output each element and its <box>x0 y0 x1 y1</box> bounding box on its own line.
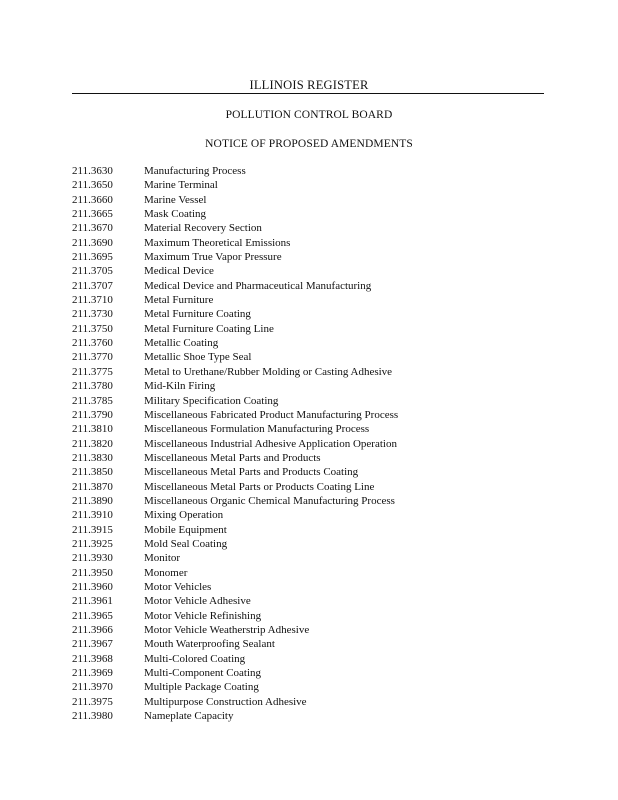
definition-term: Metallic Coating <box>144 337 219 350</box>
section-number: 211.3950 <box>72 566 113 579</box>
definition-term: Metal to Urethane/Rubber Molding or Casting Adhesive <box>144 365 393 378</box>
definition-row <box>72 422 532 436</box>
section-number: 211.3930 <box>72 552 113 565</box>
definition-term: Mold Seal Coating <box>144 537 228 550</box>
definition-row <box>72 508 532 522</box>
definition-row <box>72 221 532 235</box>
definition-term: Mask Coating <box>144 208 207 221</box>
section-number: 211.3670 <box>72 222 113 235</box>
definition-term: Multi-Component Coating <box>144 667 262 680</box>
definition-row <box>72 551 532 565</box>
definition-term: Mixing Operation <box>144 509 224 522</box>
definition-term: Mouth Waterproofing Sealant <box>144 638 275 651</box>
definition-row <box>72 164 532 178</box>
section-number: 211.3820 <box>72 437 113 450</box>
definition-term: Miscellaneous Metal Parts or Products Coating Line <box>144 480 375 493</box>
definition-term: Miscellaneous Organic Chemical Manufacturing Process <box>144 494 395 507</box>
definition-term: Marine Vessel <box>144 193 207 206</box>
section-number: 211.3665 <box>72 208 113 221</box>
definition-term: Metal Furniture Coating Line <box>144 322 274 335</box>
definition-term: Manufacturing Process <box>144 165 246 177</box>
section-number: 211.3850 <box>72 466 113 479</box>
definition-row <box>72 523 532 537</box>
definition-term: Maximum True Vapor Pressure <box>144 251 282 264</box>
section-number: 211.3790 <box>72 408 113 421</box>
definition-row <box>72 408 532 422</box>
definition-row <box>72 336 532 350</box>
definition-row <box>72 451 532 465</box>
definition-row <box>72 637 532 651</box>
definition-term: Motor Vehicle Adhesive <box>144 595 251 608</box>
definition-term: Medical Device <box>144 265 214 278</box>
definition-term: Marine Terminal <box>144 179 218 192</box>
definition-term: Motor Vehicle Weatherstrip Adhesive <box>144 624 310 636</box>
definition-row <box>72 207 532 221</box>
definition-row <box>72 293 532 307</box>
section-number: 211.3890 <box>72 494 113 507</box>
definition-row <box>72 666 532 680</box>
definition-row <box>72 264 532 278</box>
definition-row <box>72 609 532 623</box>
definition-row <box>72 250 532 264</box>
section-number: 211.3960 <box>72 580 113 593</box>
register-title: ILLINOIS REGISTER <box>249 78 369 92</box>
header-rule <box>72 93 544 94</box>
section-number: 211.3780 <box>72 380 113 393</box>
section-number: 211.3760 <box>72 337 113 350</box>
definition-row <box>72 394 532 408</box>
section-number: 211.3707 <box>72 279 113 292</box>
definition-row <box>72 709 532 723</box>
definition-term: Maximum Theoretical Emissions <box>144 236 291 249</box>
definition-row <box>72 365 532 379</box>
section-number: 211.3785 <box>72 394 113 407</box>
section-number: 211.3968 <box>72 652 113 665</box>
definition-row <box>72 695 532 709</box>
definition-term: Material Recovery Section <box>144 222 262 235</box>
definition-row <box>72 680 532 694</box>
section-number: 211.3705 <box>72 265 113 278</box>
definition-row <box>72 236 532 250</box>
definition-row <box>72 480 532 494</box>
section-number: 211.3975 <box>72 695 113 708</box>
definition-row <box>72 465 532 479</box>
definition-term: Nameplate Capacity <box>144 710 234 723</box>
definitions-list <box>72 164 532 723</box>
section-number: 211.3730 <box>72 308 113 321</box>
definition-row <box>72 307 532 321</box>
section-number: 211.3710 <box>72 294 113 307</box>
definition-row <box>72 178 532 192</box>
definition-row <box>72 566 532 580</box>
definition-term: Medical Device and Pharmaceutical Manufacturing <box>144 279 372 292</box>
section-number: 211.3810 <box>72 423 113 436</box>
section-number: 211.3969 <box>72 667 113 680</box>
section-number: 211.3910 <box>72 509 113 522</box>
definition-term: Multi-Colored Coating <box>144 652 246 665</box>
section-number: 211.3695 <box>72 251 113 264</box>
section-number: 211.3966 <box>72 624 113 636</box>
definition-row <box>72 379 532 393</box>
definition-term: Multipurpose Construction Adhesive <box>144 695 307 708</box>
definition-row <box>72 652 532 666</box>
definition-term: Metal Furniture Coating <box>144 308 251 321</box>
definition-term: Monitor <box>144 552 181 565</box>
definition-row <box>72 594 532 608</box>
section-number: 211.3870 <box>72 480 113 493</box>
section-number: 211.3770 <box>72 351 113 364</box>
section-number: 211.3775 <box>72 365 113 378</box>
definition-row <box>72 350 532 364</box>
section-number: 211.3961 <box>72 595 113 608</box>
definition-row <box>72 580 532 594</box>
definition-term: Military Specification Coating <box>144 394 279 407</box>
definition-term: Motor Vehicle Refinishing <box>144 609 262 622</box>
definition-row <box>72 623 532 637</box>
section-number: 211.3750 <box>72 322 113 335</box>
definition-term: Multiple Package Coating <box>144 681 259 694</box>
definition-term: Mobile Equipment <box>144 523 227 536</box>
section-number: 211.3690 <box>72 236 113 249</box>
notice-title: NOTICE OF PROPOSED AMENDMENTS <box>205 138 413 150</box>
definition-row <box>72 494 532 508</box>
definition-term: Miscellaneous Fabricated Product Manufacturing Process <box>144 408 399 421</box>
definition-term: Miscellaneous Industrial Adhesive Application Operation <box>144 437 397 450</box>
definition-term: Monomer <box>144 566 188 579</box>
definition-term: Metallic Shoe Type Seal <box>144 351 252 364</box>
definition-row <box>72 437 532 451</box>
section-number: 211.3965 <box>72 609 113 622</box>
section-number: 211.3830 <box>72 451 113 464</box>
definition-row <box>72 322 532 336</box>
definition-row <box>72 537 532 551</box>
section-number: 211.3915 <box>72 523 113 536</box>
section-number: 211.3660 <box>72 193 113 206</box>
definition-term: Miscellaneous Metal Parts and Products <box>144 451 321 464</box>
definition-term: Miscellaneous Metal Parts and Products Coating <box>144 466 359 479</box>
agency-name: POLLUTION CONTROL BOARD <box>225 109 393 121</box>
section-number: 211.3630 <box>72 165 113 177</box>
definition-term: Metal Furniture <box>144 294 214 307</box>
definition-row <box>72 193 532 207</box>
section-number: 211.3980 <box>72 710 113 723</box>
section-number: 211.3970 <box>72 681 113 694</box>
definition-row <box>72 279 532 293</box>
section-number: 211.3925 <box>72 537 113 550</box>
definition-term: Miscellaneous Formulation Manufacturing Process <box>144 423 370 436</box>
definition-term: Motor Vehicles <box>144 580 212 593</box>
definition-term: Mid-Kiln Firing <box>144 380 216 393</box>
section-number: 211.3967 <box>72 638 113 651</box>
section-number: 211.3650 <box>72 179 113 192</box>
